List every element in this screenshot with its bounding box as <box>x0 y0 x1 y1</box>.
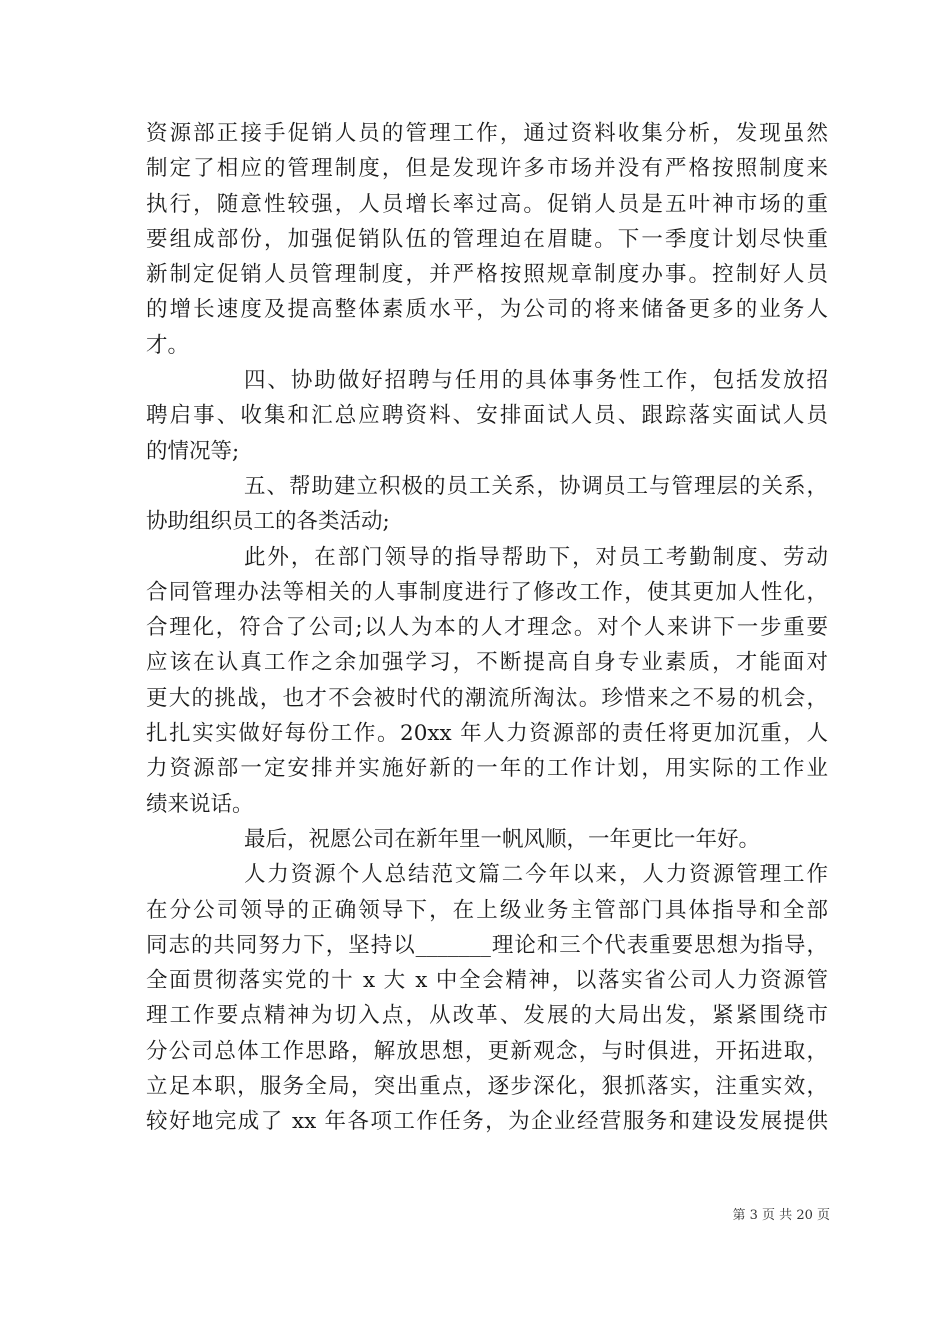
text-line: 合同管理办法等相关的人事制度进行了修改工作，使其更加人性化， <box>146 579 828 605</box>
text-line: 同志的共同努力下，坚持以_______理论和三个代表重要思想为指导， <box>146 932 828 958</box>
paragraph-start-line: 人力资源个人总结范文篇二今年以来，人力资源管理工作 <box>244 862 828 888</box>
text-line: 的情况等; <box>146 438 240 464</box>
text-line: 分公司总体工作思路，解放思想，更新观念，与时俱进，开拓进取， <box>146 1038 828 1064</box>
page-number-footer: 第 3 页 共 20 页 <box>732 1208 830 1223</box>
text-line: 扎扎实实做好每份工作。20xx 年人力资源部的责任将更加沉重，人 <box>146 721 828 747</box>
text-line: 协助组织员工的各类活动; <box>146 509 390 535</box>
paragraph-start-line: 此外，在部门领导的指导帮助下，对员工考勤制度、劳动 <box>244 544 828 570</box>
paragraph-start-line: 五、帮助建立积极的员工关系，协调员工与管理层的关系， <box>244 473 828 499</box>
text-line: 较好地完成了 xx 年各项工作任务，为企业经营服务和建设发展提供 <box>146 1109 828 1135</box>
text-line: 更大的挑战，也才不会被时代的潮流所淘汰。珍惜来之不易的机会， <box>146 685 828 711</box>
text-line: 新制定促销人员管理制度，并严格按照规章制度办事。控制好人员 <box>146 262 828 288</box>
text-line: 制定了相应的管理制度，但是发现许多市场并没有严格按照制度来 <box>146 156 828 182</box>
text-line: 要组成部份，加强促销队伍的管理迫在眉睫。下一季度计划尽快重 <box>146 226 828 252</box>
text-line: 的增长速度及提高整体素质水平，为公司的将来储备更多的业务人 <box>146 297 828 323</box>
text-line: 绩来说话。 <box>146 791 254 817</box>
text-line: 全面贯彻落实党的十 x 大 x 中全会精神，以落实省公司人力资源管 <box>146 968 828 994</box>
text-line: 执行，随意性较强，人员增长率过高。促销人员是五叶神市场的重 <box>146 191 828 217</box>
text-line: 聘启事、收集和汇总应聘资料、安排面试人员、跟踪落实面试人员 <box>146 403 828 429</box>
text-line: 资源部正接手促销人员的管理工作，通过资料收集分析，发现虽然 <box>146 121 828 146</box>
body-text <box>146 116 828 1140</box>
text-line: 才。 <box>146 332 190 358</box>
text-line: 应该在认真工作之余加强学习，不断提高自身专业素质，才能面对 <box>146 650 828 676</box>
text-line: 在分公司领导的正确领导下，在上级业务主管部门具体指导和全部 <box>146 897 828 923</box>
paragraph-start-line: 四、协助做好招聘与任用的具体事务性工作，包括发放招 <box>244 368 828 394</box>
text-line: 合理化，符合了公司;以人为本的人才理念。对个人来讲下一步重要 <box>146 615 828 641</box>
text-line: 理工作要点精神为切入点，从改革、发展的大局出发，紧紧围绕市 <box>146 1003 828 1029</box>
paragraph-start-line: 最后，祝愿公司在新年里一帆风顺，一年更比一年好。 <box>244 826 761 852</box>
text-line: 力资源部一定安排并实施好新的一年的工作计划，用实际的工作业 <box>146 756 828 782</box>
text-line: 立足本职，服务全局，突出重点，逐步深化，狠抓落实，注重实效， <box>146 1074 828 1100</box>
